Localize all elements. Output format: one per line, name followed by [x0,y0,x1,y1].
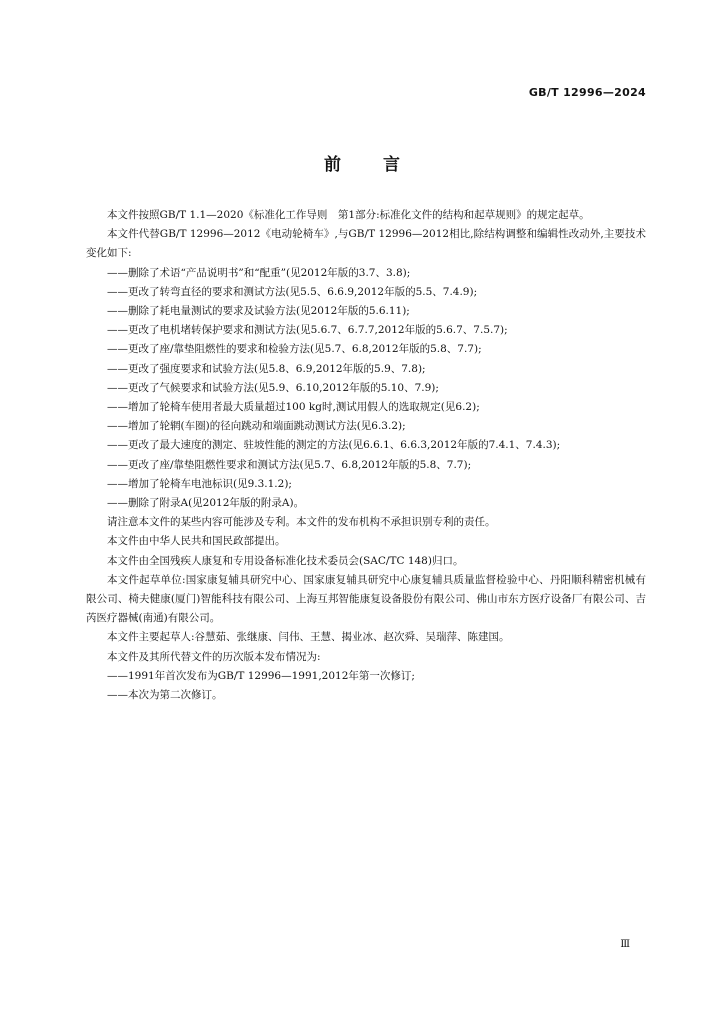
change-item: ——更改了座/靠垫阻燃性的要求和检验方法(见5.7、6.8,2012年版的5.8、7.7); [107,343,482,356]
paragraph-patent-notice: 请注意本文件的某些内容可能涉及专利。本文件的发布机构不承担识别专利的责任。 [107,516,496,529]
change-item: ——更改了气候要求和试验方法(见5.9、6.10,2012年版的5.10、7.9); [107,381,439,394]
change-item: ——更改了电机堵转保护要求和测试方法(见5.6.7、6.7.7,2012年版的5.6.7、7.5.7); [107,324,508,337]
paragraph-drafting-basis: 本文件按照GB/T 1.1—2020《标准化工作导则 第1部分:标准化文件的结构和起草规则》的规定起草。 [107,209,590,221]
change-item: ——更改了转弯直径的要求和测试方法(见5.5、6.6.9,2012年版的5.5、7.4.9); [107,285,478,298]
document-body [86,206,646,705]
standard-number: GB/T 12996—2024 [528,86,646,99]
change-item: ——更改了强度要求和试验方法(见5.8、6.9,2012年版的5.9、7.8); [107,362,426,375]
paragraph-drafters: 本文件主要起草人:谷慧茹、张继康、闫伟、王慧、揭业冰、赵次舜、吴瑞萍、陈建国。 [107,631,510,644]
change-item: ——删除了附录A(见2012年版的附录A)。 [107,497,305,510]
change-item: ——更改了座/靠垫阻燃性要求和测试方法(见5.7、6.8,2012年版的5.8、7.7); [107,458,472,471]
paragraph-committee: 本文件由全国残疾人康复和专用设备标准化技术委员会(SAC/TC 148)归口。 [107,554,464,567]
paragraph-replacement: 本文件代替GB/T 12996—2012《电动轮椅车》,与GB/T 12996—2012相比,除结构调整和编辑性改动外,主要技术变化如下: [86,228,646,260]
change-item: ——增加了轮辋(车圈)的径向跳动和端面跳动测试方法(见6.3.2); [107,420,406,433]
paragraph-drafting-units: 本文件起草单位:国家康复辅具研究中心、国家康复辅具研究中心康复辅具质量监督检验中心、丹阳顺科精密机械有限公司、椅夫健康(厦门)智能科技有限公司、上海互邦智能康复设备股份有限公司、佛山市东方医疗设备厂有限公司、吉芮医疗器械(南通)有限公司。 [86,573,646,625]
change-item: ——删除了术语“产品说明书”和“配重”(见2012年版的3.7、3.8); [107,266,411,279]
change-item: ——删除了耗电量测试的要求及试验方法(见2012年版的5.6.11); [107,305,410,318]
paragraph-proposer: 本文件由中华人民共和国民政部提出。 [107,535,286,548]
page-number: Ⅲ [620,939,630,950]
history-item: ——1991年首次发布为GB/T 12996—1991,2012年第一次修订; [107,669,415,682]
change-item: ——增加了轮椅车电池标识(见9.3.1.2); [107,477,292,490]
history-item: ——本次为第二次修订。 [107,689,223,702]
paragraph-history-intro: 本文件及其所代替文件的历次版本发布情况为: [107,650,321,663]
change-item: ——增加了轮椅车使用者最大质量超过100 kg时,测试用假人的选取规定(见6.2); [107,401,480,414]
page-title: 前言 [324,155,442,175]
change-item: ——更改了最大速度的测定、驻坡性能的测定的方法(见6.6.1、6.6.3,2012年版的7.4.1、7.4.3); [107,439,561,452]
